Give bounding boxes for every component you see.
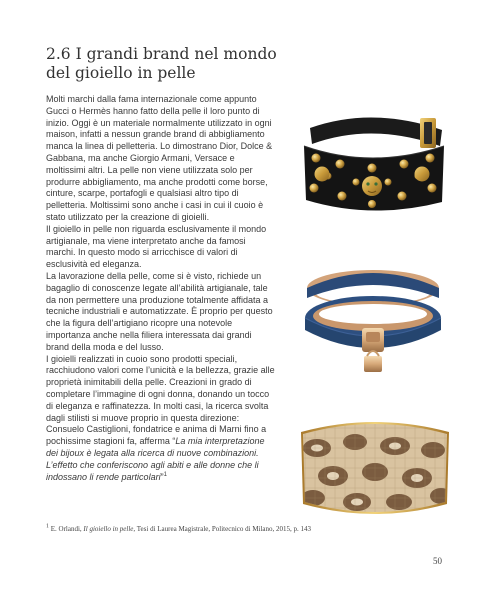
footnote-author: E. Orlandi,: [49, 525, 84, 533]
body-text: [46, 94, 276, 483]
footnote: [46, 525, 466, 533]
footnote-title: Il gioiello in pelle: [83, 525, 134, 533]
section-title-line-1: 2.6 I grandi brand nel mondo: [46, 45, 277, 63]
paragraph-3: La lavorazione della pelle, come si è visto, richiede un bagaglio di conoscenze legate all’abilità artigianale, tale da non permettere una produzione totalmente affidata a tecniche industriali e automatizzate. È proprio per questo che la figura dell’artigiano ricopre una notevole importanza anche nella filiera interessata dai grandi brand della moda e del lusso.: [46, 270, 273, 352]
section-title-line-2: del gioiello in pelle: [46, 64, 196, 82]
paragraph-4: [46, 354, 276, 484]
page-number: 50: [433, 556, 442, 566]
footnote-rest: , Tesi di Laurea Magistrale, Politecnico di Milano, 2015, p. 143: [133, 525, 312, 533]
blue-leather-bracelet-image: [302, 262, 444, 384]
section-title: [46, 45, 286, 83]
paragraph-2: Il gioiello in pelle non riguarda esclusivamente il mondo artigianale, ma viene interpretato anche da famosi marchi. In questo modo si arricchisce di valori di esclusività ed eleganza.: [46, 223, 267, 270]
tiger-head-icon: [362, 176, 382, 196]
footnote-mark: 1: [46, 523, 49, 530]
paragraph-4-text: I gioielli realizzati in cuoio sono prodotti speciali, racchiudono valori come l’unicità e la bellezza, grazie alle proprietà inimitabili della pelle. Creazioni in grado di completare l’immagine di ogni donna, donando un tocco di eleganza e raffinatezza. In molti casi, la ricerca svolta dagli stilisti si muove proprio in questa direzione: Consuelo Castiglioni, fondatrice e anima di Marni fino a pochissime stagioni fa, afferma “: [46, 353, 275, 447]
footnote-reference: 1: [163, 471, 167, 478]
quote-close: ”: [160, 471, 164, 482]
quote-text: La mia interpretazione dei bijoux è legata alla ricerca di nuove combinazioni. L’effetto che conferiscono agli abiti e alle donne che li indossano li rende particolari: [46, 436, 265, 482]
paragraph-1: Molti marchi dalla fama internazionale come appunto Gucci o Hermès hanno fatto della pelle il loro punto di inizio. Oggi è un materiale normalmente utilizzato in ogni maison, infatti a nessun grande brand di abbigliamento manca la linea di pelletteria. Lo dimostrano Dior, Dolce & Gabbana, ma anche Giorgio Armani, Versace e moltissimi altri. La pelle non viene utilizzata solo per produrre abbigliamento, ma anche prodotti come borse, cinture, scarpe, portafogli e qualsiasi altro tipo di pelletteria. Moltissimi sono anche i casi in cui il cuoio è stato utilizzato per la creazione di gioielli.: [46, 94, 273, 222]
studded-leather-cuff-image: [292, 108, 452, 220]
python-leather-cuff-image: [295, 418, 455, 520]
